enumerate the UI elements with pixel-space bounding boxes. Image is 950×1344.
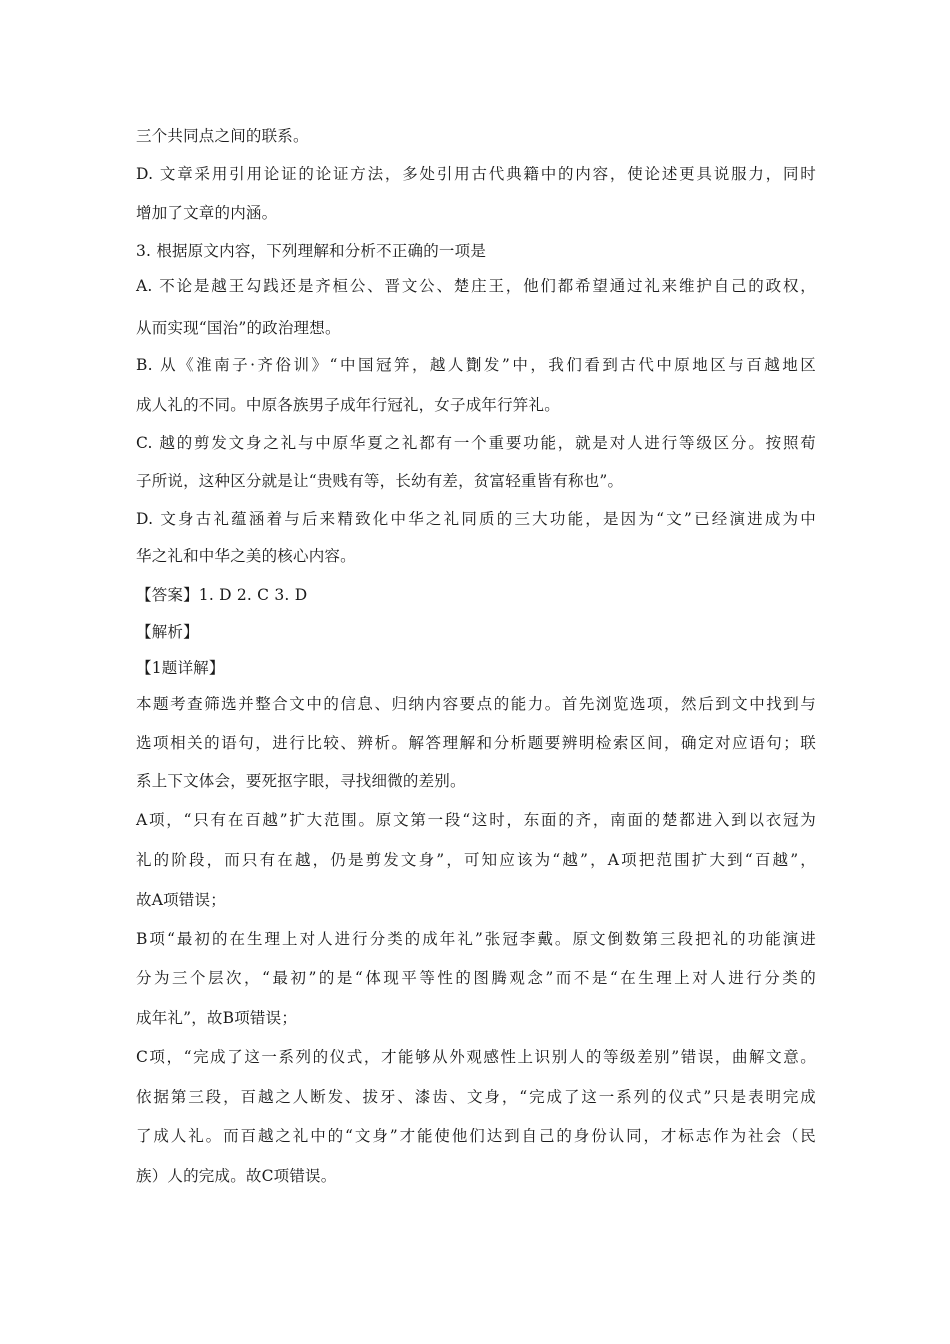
text-line: 子所说，这种区分就是让“贵贱有等，长幼有差，贫富轻重皆有称也”。 [136,472,624,490]
paragraph-line: B项“最初的在生理上对人进行分类的成年礼”张冠李戴。原文倒数第三段把礼的功能演进 [136,930,816,948]
answer-line: 【答案】1. D 2. C 3. D [136,586,308,604]
option-d-line: D. 文章采用引用论证的论证方法，多处引用古代典籍中的内容，使论述更具说服力，同时 [136,165,816,183]
paragraph-line: 故A项错误； [136,891,226,909]
question-3-line: 3. 根据原文内容，下列理解和分析不正确的一项是 [136,242,487,260]
text-line: 成人礼的不同。中原各族男子成年行冠礼，女子成年行笄礼。 [136,396,560,414]
option-a-line: A. 不论是越王勾践还是齐桓公、晋文公、楚庄王，他们都希望通过礼来维护自己的政权， [136,277,816,295]
text-line: 从而实现“国治”的政治理想。 [136,319,341,337]
text-line: 华之礼和中华之美的核心内容。 [136,547,356,565]
paragraph-line: 成年礼”，故B项错误； [136,1009,298,1027]
paragraph-line: 分为三个层次，“最初”的是“体现平等性的图腾观念”而不是“在生理上对人进行分类的 [136,969,816,987]
text-line: 增加了文章的内涵。 [136,204,278,222]
option-b-line: B. 从《淮南子·齐俗训》“中国冠笄，越人劗发”中，我们看到古代中原地区与百越地区 [136,356,816,374]
option-d-line: D. 文身古礼蕴涵着与后来精致化中华之礼同质的三大功能，是因为“文”已经演进成为中 [136,510,816,528]
paragraph-line: 依据第三段，百越之人断发、拔牙、漆齿、文身，“完成了这一系列的仪式”只是表明完成 [136,1088,816,1106]
text-line: 三个共同点之间的联系。 [136,127,309,145]
paragraph-line: 了成人礼。而百越之礼中的“文身”才能使他们达到自己的身份认同，才标志作为社会（民 [136,1127,816,1145]
paragraph-line: 礼的阶段，而只有在越，仍是剪发文身”，可知应该为“越”，A项把范围扩大到“百越”， [136,851,816,869]
paragraph-line: 系上下文体会，要死抠字眼，寻找细微的差别。 [136,772,466,790]
paragraph-line: 选项相关的语句，进行比较、辨析。解答理解和分析题要辨明检索区间，确定对应语句；联 [136,734,816,752]
q1-detail-heading: 【1题详解】 [136,659,225,677]
option-c-line: C. 越的剪发文身之礼与中原华夏之礼都有一个重要功能，就是对人进行等级区分。按照荀 [136,434,816,452]
paragraph-line: 族）人的完成。故C项错误。 [136,1167,337,1185]
paragraph-line: 本题考查筛选并整合文中的信息、归纳内容要点的能力。首先浏览选项，然后到文中找到与 [136,695,816,713]
analysis-heading: 【解析】 [136,623,199,641]
paragraph-line: A项，“只有在百越”扩大范围。原文第一段“这时，东面的齐，南面的楚都进入到以衣冠为 [136,811,816,829]
paragraph-line: C项，“完成了这一系列的仪式，才能够从外观感性上识别人的等级差别”错误，曲解文意。 [136,1048,816,1066]
